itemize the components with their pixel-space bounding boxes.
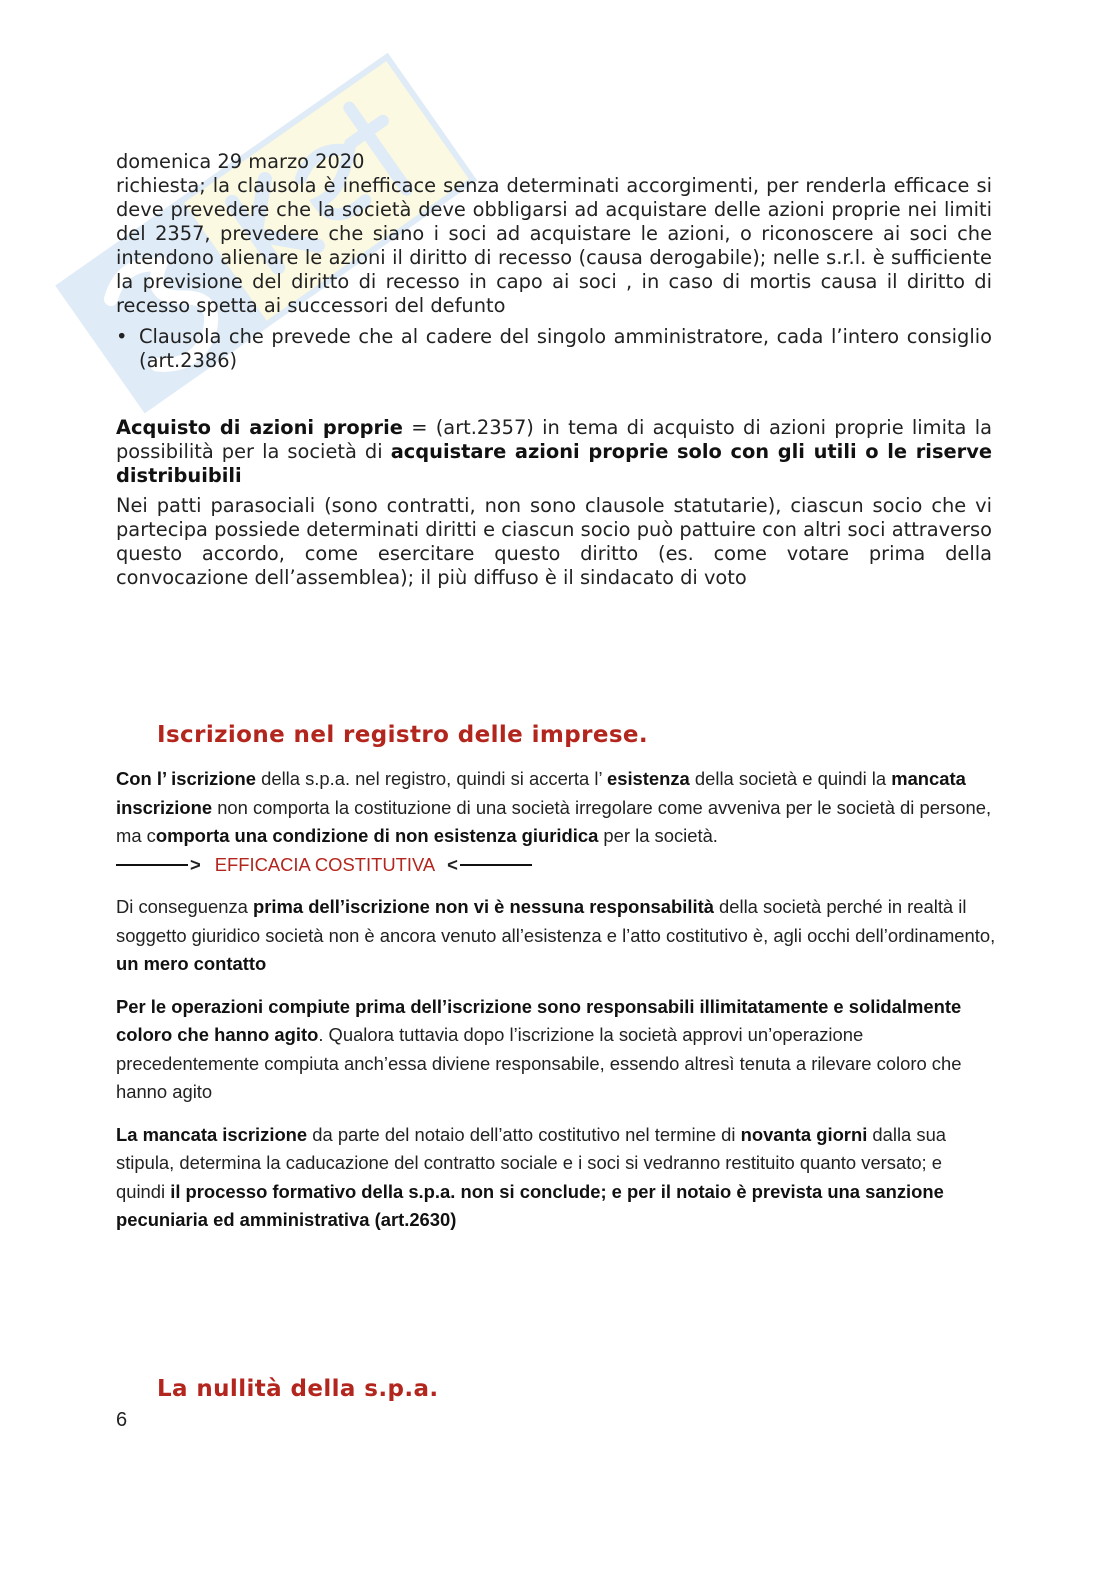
acquisto-section <box>116 416 992 590</box>
efficacia-costitutiva-line <box>116 851 996 880</box>
continuation-paragraph: richiesta; la clausola è inefficace senza determinati accorgimenti, per renderla efficace si deve prevedere che la società deve obbligarsi ad acquistare delle azioni proprie nei limiti del 2357, prevedere che siano i soci ad acquistare le azioni, o riconoscere ai soci che intendono alienare le azioni il diritto di recesso (causa derogabile); nelle s.r.l. è sufficiente la previsione del diritto di recesso in capo ai soci , in caso di mortis causa il diritto di recesso spetta ai successori del defunto <box>116 174 992 317</box>
page-date: domenica 29 marzo 2020 <box>116 150 365 173</box>
patti-parasociali-paragraph: Nei patti parasociali (sono contratti, non sono clausole statutarie), ciascun socio che vi partecipa possiede determinati diritti e ciascun socio può pattuire con altri soci attraverso questo accordo, come esercitare questo diritto (es. come votare prima della convocazione dell’assemblea); il più diffuso è il sindacato di voto <box>116 494 992 589</box>
iscrizione-paragraph-4: La mancata iscrizione da parte del notaio dell’atto costitutivo nel termine di novanta giorni dalla sua stipula, determina la caducazione del contratto sociale e i soci si vedranno restituito quanto versato; e quindi il processo formativo della s.p.a. non si conclude; e per il notaio è prevista una sanzione pecuniaria ed amministrativa (art.2630) <box>116 1123 947 1230</box>
iscrizione-section <box>116 765 996 1235</box>
arrow-left-icon: < <box>447 853 458 875</box>
arrow-line-left <box>116 864 188 866</box>
bullet-item: • Clausola che prevede che al cadere del singolo amministratore, cada l’intero consiglio (art.2386) <box>116 325 992 373</box>
arrow-right-icon: > <box>190 853 201 875</box>
section-heading-nullita: La nullità della s.p.a. <box>157 1376 439 1402</box>
page-number: 6 <box>116 1409 128 1431</box>
acquisto-term: Acquisto di azioni proprie <box>116 416 403 439</box>
acquisto-paragraph: Acquisto di azioni proprie = (art.2357) in tema di acquisto di azioni proprie limita la possibilità per la società di acquistare azioni proprie solo con gli utili o le riserve distribuibili <box>116 416 992 487</box>
efficacia-label: EFFICACIA COSTITUTIVA <box>214 853 436 875</box>
iscrizione-paragraph-2: Di conseguenza prima dell’iscrizione non vi è nessuna responsabilità della società perché in realtà il soggetto giuridico società non è ancora venuto all’esistenza e l’atto costitutivo è, agli occhi dell’ordinamento, un mero contatto <box>116 896 996 974</box>
iscrizione-paragraph-3: Per le operazioni compiute prima dell’iscrizione sono responsabili illimitatamente e solidalmente coloro che hanno agito. Qualora tuttavia dopo l’iscrizione la società approvi un’operazione precedentemente compiuta anch’essa diviene responsabile, essendo altresì tenuta a rilevare coloro che hanno agito <box>116 995 962 1102</box>
continuation-section <box>116 150 992 373</box>
section-heading-iscrizione: Iscrizione nel registro delle imprese. <box>157 722 649 748</box>
arrow-line-right <box>460 864 532 866</box>
iscrizione-paragraph-1: Con l’ iscrizione della s.p.a. nel registro, quindi si accerta l’ esistenza della società e quindi la mancata inscrizione non comporta la costituzione di una società irregolare come avveniva per le società di persone, ma comporta una condizione di non esistenza giuridica per la società. <box>116 768 992 846</box>
